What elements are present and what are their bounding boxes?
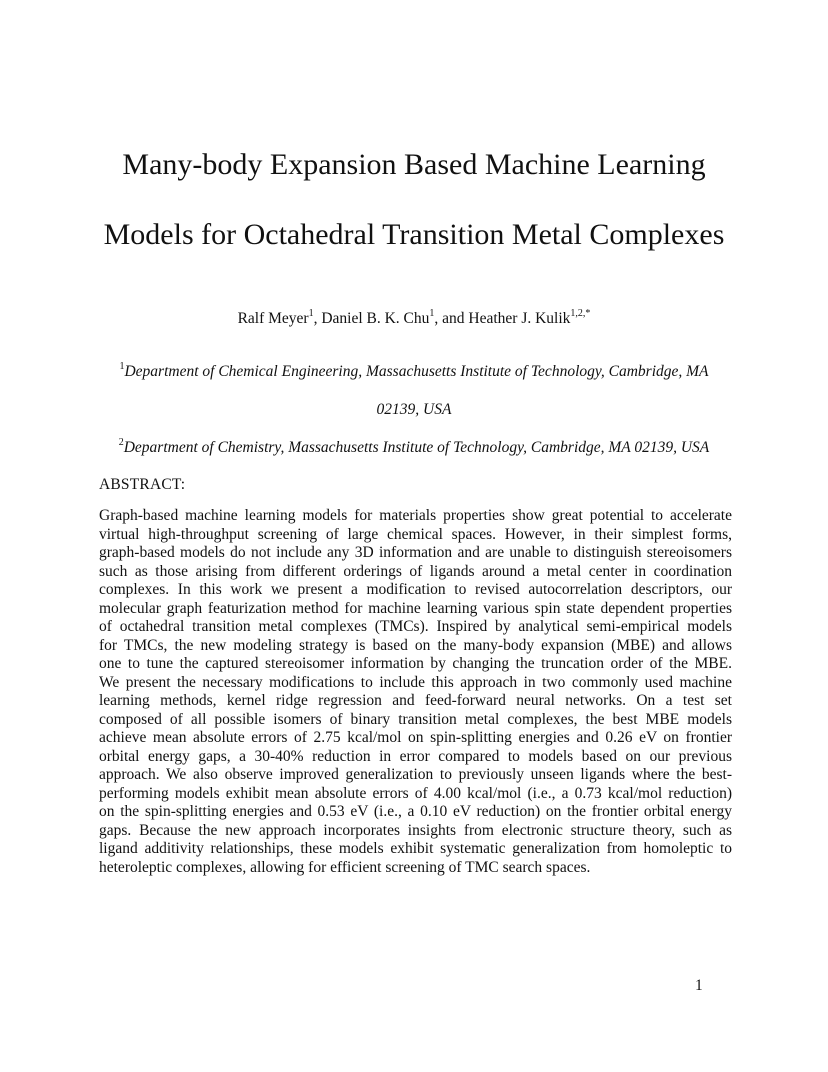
abstract-line: for TMCs, the new modeling strategy is based on the many-body expansion (MBE) and allows — [99, 636, 732, 654]
affiliation-1-continued: 02139, USA — [376, 401, 452, 418]
abstract-body — [99, 507, 732, 877]
author-separator: , — [313, 310, 322, 327]
abstract-line: molecular graph featurization method for machine learning various spin state dependent properties — [99, 599, 732, 617]
abstract-line: orbital energy gaps, a 30-40% reduction in error compared to models based on our previous — [99, 747, 732, 765]
abstract-line: one to tune the captured stereoisomer information by changing the truncation order of the MBE. — [99, 655, 732, 672]
abstract-heading: ABSTRACT: — [99, 476, 186, 493]
abstract-line: graph-based models do not include any 3D information and are unable to distinguish stereoisomers — [99, 544, 732, 561]
abstract-line: gaps. Because the new approach incorporates insights from electronic structure theory, such as — [99, 821, 732, 839]
abstract-line: complexes. In this work we present a modification to revised autocorrelation descriptors, our — [99, 581, 732, 598]
author-affiliation-marker: 1 — [308, 307, 314, 319]
abstract-line: ligand additivity relationships, these models exhibit systematic generalization from homoleptic to — [99, 840, 732, 857]
abstract-line: of octahedral transition metal complexes (TMCs). Inspired by analytical semi-empirical models — [99, 618, 732, 635]
abstract-line: achieve mean absolute errors of 2.75 kcal/mol on spin-splitting energies and 0.26 eV on frontier — [99, 729, 732, 746]
affiliation-marker: 1 — [119, 360, 125, 372]
abstract-line: approach. We also observe improved generalization to previously unseen ligands where the best- — [99, 766, 732, 783]
title-line-2: Models for Octahedral Transition Metal Complexes — [103, 218, 725, 251]
abstract-line: such as those arising from different orderings of ligands around a metal center in coordination — [99, 562, 732, 580]
page-number: 1 — [695, 977, 703, 994]
abstract-line: learning methods, kernel ridge regression and feed-forward neural networks. On a test set — [99, 692, 732, 709]
affiliation-2 — [0, 438, 828, 458]
affiliation-text: Department of Chemistry, Massachusetts Institute of Technology, Cambridge, MA 02139, USA — [123, 439, 710, 456]
abstract-line: We present the necessary modifications to include this approach in two commonly used machine — [99, 673, 732, 691]
author-affiliation-marker: 1 — [429, 307, 435, 319]
abstract-line: on the spin-splitting energies and 0.53 eV (i.e., a 0.10 eV reduction) on the frontier orbital energy — [99, 803, 732, 820]
author-list — [0, 309, 828, 329]
author-name: Heather J. Kulik — [468, 310, 571, 327]
abstract-line: Graph-based machine learning models for materials properties show great potential to accelerate — [99, 507, 732, 524]
affiliation-text: Department of Chemical Engineering, Massachusetts Institute of Technology, Cambridge, MA — [124, 363, 709, 380]
author-name: Daniel B. K. Chu — [321, 310, 430, 327]
abstract-line: heteroleptic complexes, allowing for efficient screening of TMC search spaces. — [99, 858, 591, 876]
author-name: Ralf Meyer — [237, 310, 309, 327]
author-separator: , and — [434, 310, 469, 327]
affiliation-marker: 2 — [118, 436, 124, 448]
abstract-line: composed of all possible isomers of binary transition metal complexes, the best MBE models — [99, 710, 732, 728]
title-line-1: Many-body Expansion Based Machine Learning — [122, 148, 706, 181]
affiliation-1 — [0, 362, 828, 382]
author-affiliation-marker: 1,2,* — [570, 307, 591, 319]
abstract-line: virtual high-throughput screening of large chemical spaces. However, in their simplest forms, — [99, 525, 732, 543]
abstract-line: performing models exhibit mean absolute errors of 4.00 kcal/mol (i.e., a 0.73 kcal/mol reduction) — [99, 784, 732, 802]
